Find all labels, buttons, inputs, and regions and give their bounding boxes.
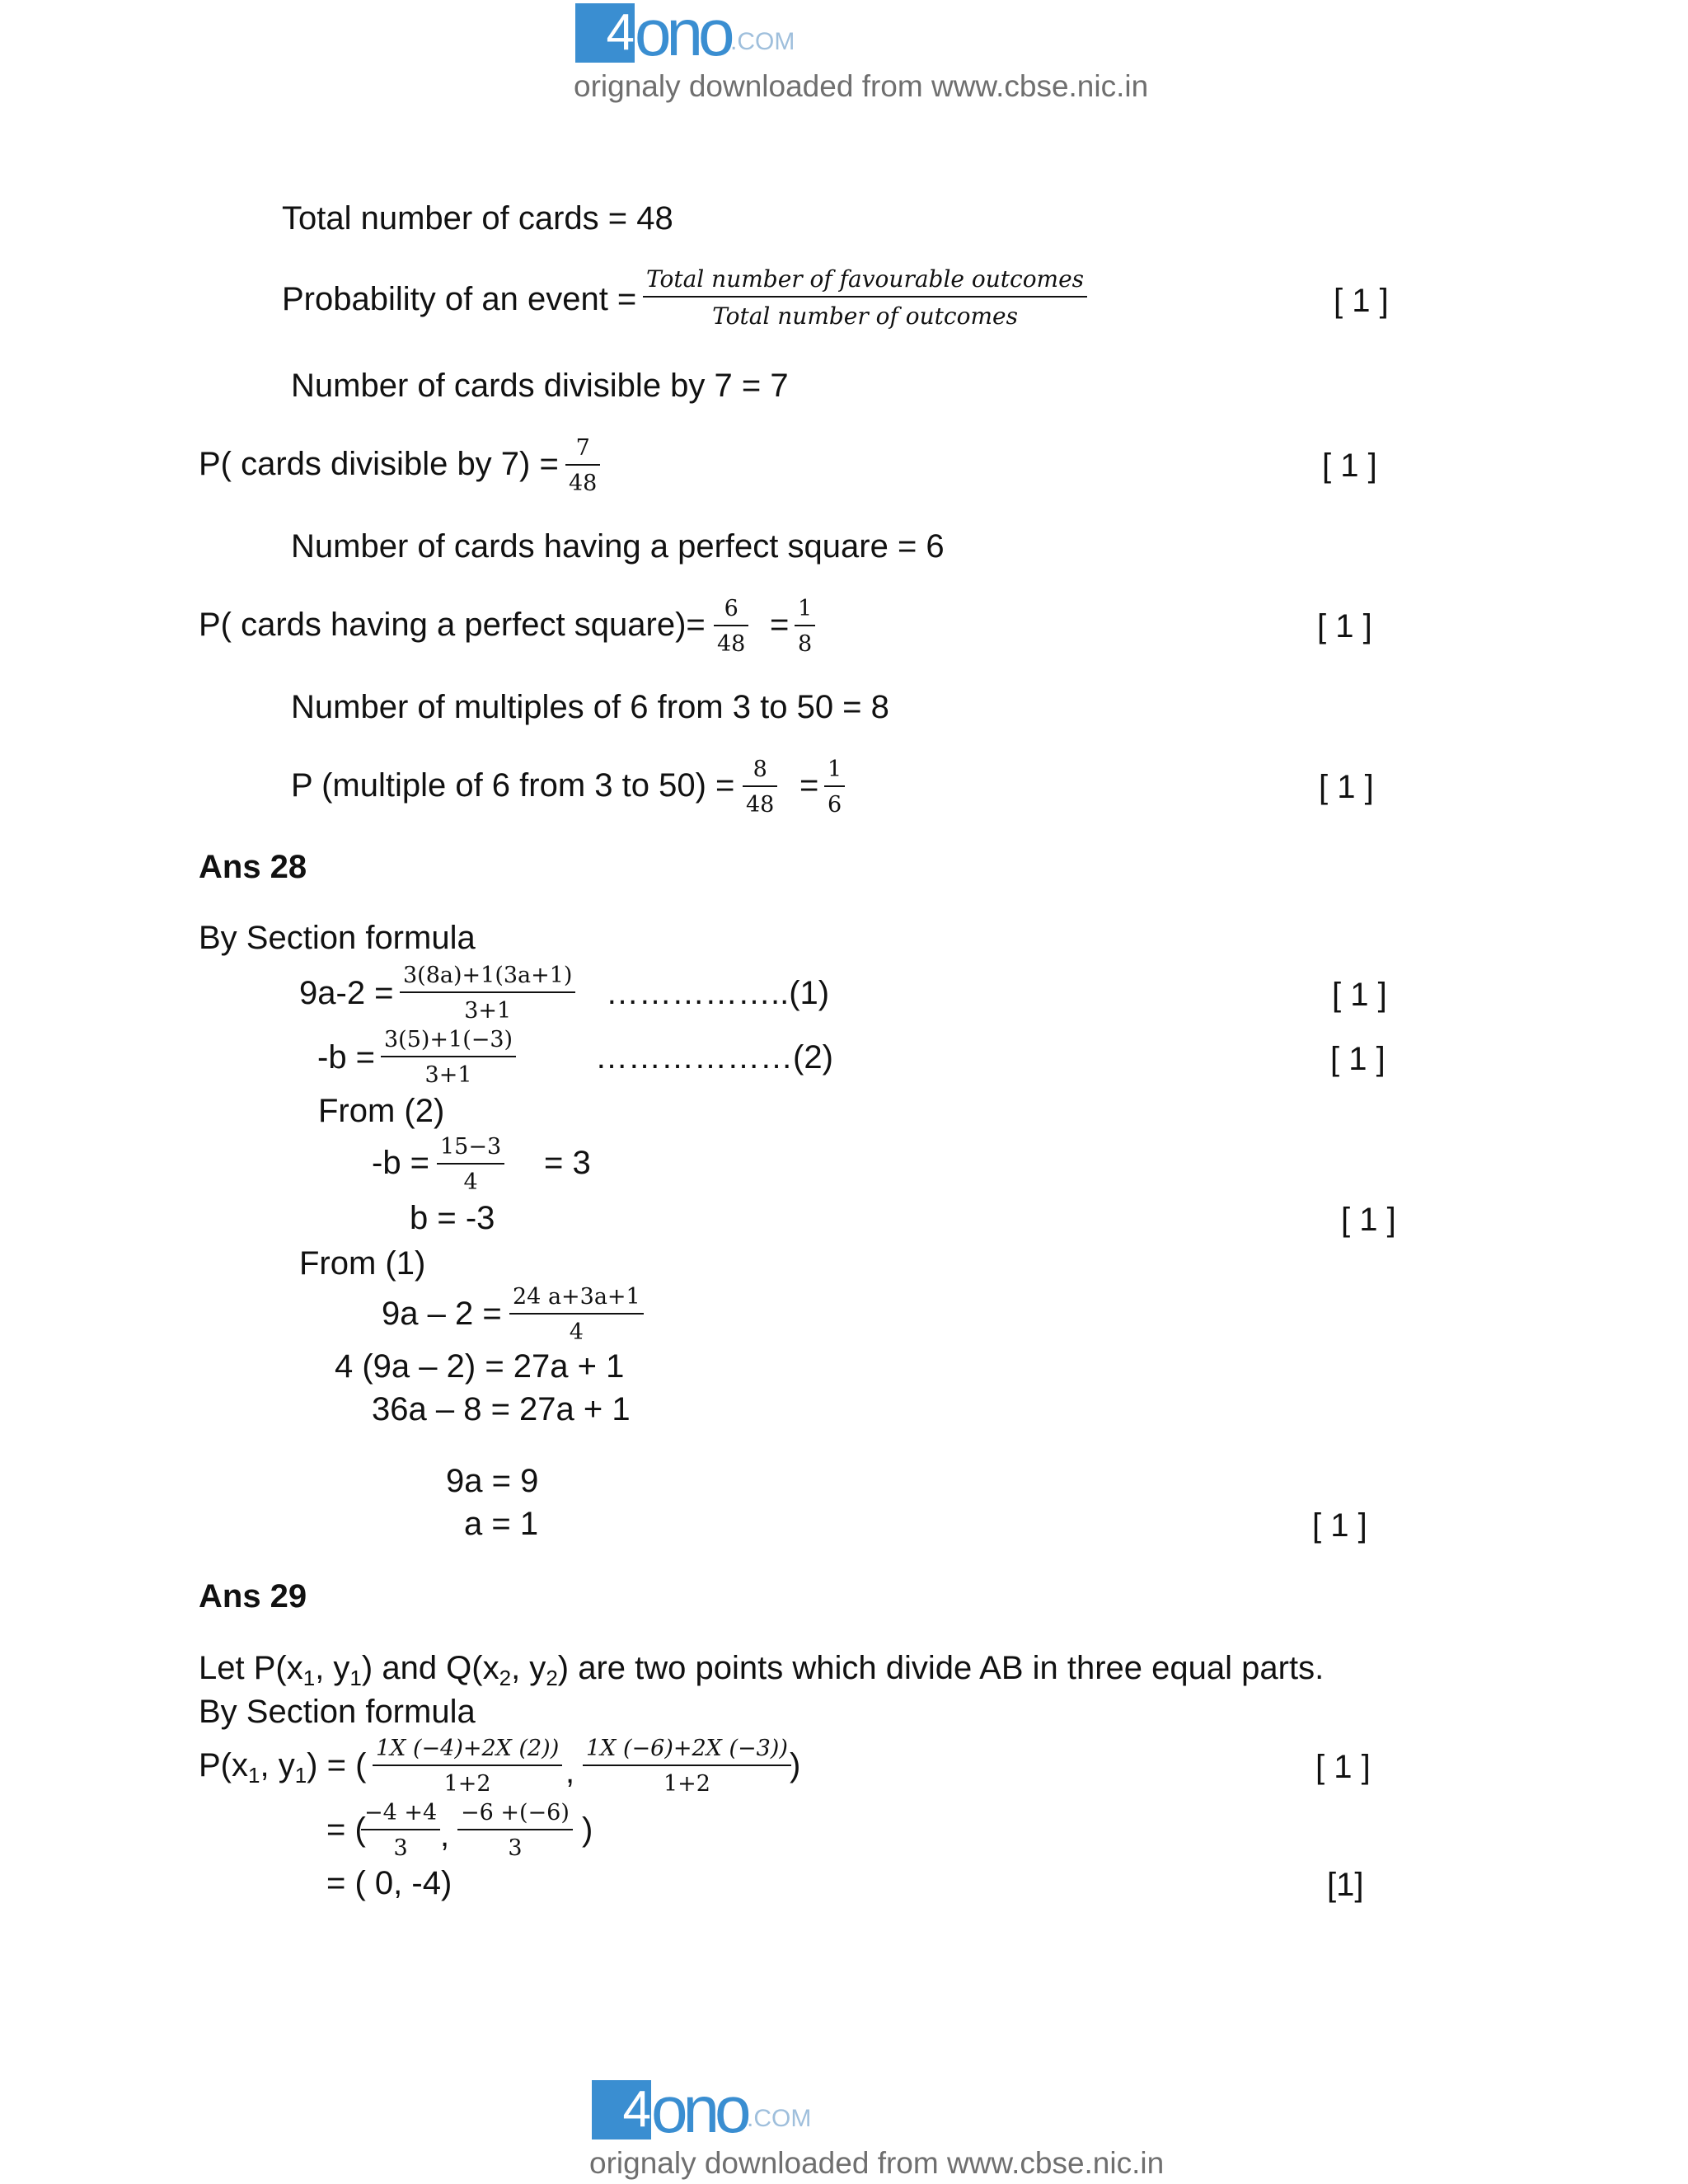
step-close: ) <box>582 1811 593 1848</box>
mark-2: [ 1 ] <box>1322 448 1377 484</box>
ans28-intro: By Section formula <box>199 920 476 956</box>
b-rhs: = 3 <box>544 1145 591 1181</box>
square-fraction <box>714 596 748 657</box>
step-x-fraction <box>361 1800 440 1861</box>
mark-7: [ 1 ] <box>1341 1202 1396 1238</box>
p-x-denominator: 1+2 <box>443 1771 491 1797</box>
subscript: 2 <box>499 1666 512 1690</box>
mark-10: [1] <box>1327 1867 1364 1903</box>
mult6-denominator: 48 <box>746 792 775 818</box>
div7-label: P( cards divisible by 7) = <box>199 446 559 482</box>
a-fraction <box>509 1284 644 1345</box>
p-result: = ( 0, -4) <box>326 1865 452 1901</box>
a-value: a = 1 <box>464 1506 539 1542</box>
intro-text: , y <box>511 1650 546 1686</box>
logo-box: 4 <box>592 2080 651 2139</box>
subscript: 1 <box>302 1666 316 1690</box>
eq1-tag: ……………..(1) <box>606 975 830 1011</box>
from1-label: From (1) <box>299 1245 426 1282</box>
div7-denominator: 48 <box>569 471 598 496</box>
mark-3: [ 1 ] <box>1317 608 1372 644</box>
step-comma: , <box>440 1817 450 1854</box>
mark-5: [ 1 ] <box>1332 977 1387 1013</box>
eq2-fraction <box>381 1027 516 1088</box>
a-step1: 4 (9a – 2) = 27a + 1 <box>335 1348 625 1385</box>
div7-count-line: Number of cards divisible by 7 = 7 <box>291 368 789 404</box>
footer-logo <box>592 2073 839 2146</box>
div7-numerator: 7 <box>575 435 590 461</box>
square-numerator-simplified: 1 <box>798 596 813 621</box>
logo-text: ono <box>635 0 730 69</box>
step-open: = ( <box>326 1811 366 1848</box>
step-y-denominator: 3 <box>508 1835 523 1861</box>
header-source-line: orignaly downloaded from www.cbse.nic.in <box>574 69 1149 103</box>
mult6-equals: = <box>799 767 819 804</box>
square-equals: = <box>770 607 790 643</box>
mult6-denominator-simplified: 6 <box>828 792 842 818</box>
a-lhs: 9a – 2 = <box>382 1296 502 1332</box>
from2-label: From (2) <box>318 1093 445 1129</box>
mult6-count-line: Number of multiples of 6 from 3 to 50 = 8 <box>291 689 889 725</box>
square-numerator: 6 <box>724 596 738 621</box>
eq2-tag: ………………(2) <box>595 1039 833 1076</box>
mark-6: [ 1 ] <box>1330 1041 1386 1077</box>
a-denominator: 4 <box>569 1319 584 1345</box>
ans29-formula: By Section formula <box>199 1694 476 1730</box>
total-cards-line: Total number of cards = 48 <box>282 200 673 237</box>
eq1-denominator: 3+1 <box>464 998 512 1024</box>
eq2-numerator: 3(5)+1(−3) <box>384 1027 513 1052</box>
step-x-numerator: −4 +4 <box>364 1800 438 1825</box>
eq1-lhs: 9a-2 = <box>299 975 394 1011</box>
event-denominator: Total number of outcomes <box>712 302 1018 330</box>
mark-8: [ 1 ] <box>1312 1507 1367 1544</box>
p-y-numerator: 1X (−6)+2X (−3)) <box>586 1736 788 1761</box>
p-comma: , <box>565 1754 575 1790</box>
square-denominator: 48 <box>717 631 746 657</box>
a-step3: 9a = 9 <box>446 1463 539 1499</box>
step-x-denominator: 3 <box>393 1835 408 1861</box>
mult6-fraction <box>743 757 777 818</box>
subscript: 1 <box>248 1763 260 1788</box>
p-close: ) <box>790 1747 801 1783</box>
eq1-fraction <box>400 963 575 1024</box>
mark-4: [ 1 ] <box>1319 769 1374 805</box>
eq1-numerator: 3(8a)+1(3a+1) <box>403 963 573 988</box>
logo-box: 4 <box>575 3 635 63</box>
ans29-heading: Ans 29 <box>199 1578 307 1615</box>
eq2-lhs: -b = <box>317 1039 376 1076</box>
logo-com: .COM <box>730 28 795 55</box>
intro-text: , y <box>315 1650 350 1686</box>
square-fraction-simplified <box>795 596 815 657</box>
p-x-fraction <box>373 1736 562 1797</box>
subscript: 1 <box>294 1763 307 1788</box>
p-lhs <box>199 1749 366 1786</box>
subscript: 1 <box>349 1666 362 1690</box>
b-value: b = -3 <box>410 1200 495 1236</box>
mult6-numerator-simplified: 1 <box>828 757 842 782</box>
mult6-label: P (multiple of 6 from 3 to 50) = <box>291 767 735 804</box>
intro-text: Let P(x <box>199 1650 303 1686</box>
subscript: 2 <box>546 1666 558 1690</box>
intro-text: ) are two points which divide AB in three equal parts. <box>557 1650 1325 1686</box>
div7-fraction <box>565 435 600 496</box>
p-y-denominator: 1+2 <box>663 1771 710 1797</box>
square-label: P( cards having a perfect square)= <box>199 607 706 643</box>
a-step2: 36a – 8 = 27a + 1 <box>372 1391 631 1427</box>
step-y-numerator: −6 +(−6) <box>461 1800 570 1825</box>
event-label: Probability of an event = <box>282 281 637 317</box>
a-numerator: 24 a+3a+1 <box>513 1284 640 1310</box>
mark-9: [ 1 ] <box>1315 1749 1371 1785</box>
p-y-fraction <box>583 1736 791 1797</box>
mult6-fraction-simplified <box>824 757 845 818</box>
event-numerator: Total number of favourable outcomes <box>646 265 1085 293</box>
b-fraction <box>437 1134 504 1195</box>
b-lhs: -b = <box>372 1145 430 1181</box>
mark-1: [ 1 ] <box>1334 283 1389 319</box>
mult6-numerator: 8 <box>753 757 767 782</box>
ans29-intro <box>199 1652 1324 1689</box>
logo-text: ono <box>651 2073 747 2146</box>
event-fraction <box>643 265 1087 330</box>
p-x-numerator: 1X (−4)+2X (2)) <box>376 1736 560 1761</box>
b-denominator: 4 <box>463 1169 478 1195</box>
eq2-denominator: 3+1 <box>424 1062 472 1088</box>
p-text: , y <box>260 1747 295 1783</box>
header-logo <box>575 0 823 69</box>
p-text: P(x <box>199 1747 248 1783</box>
intro-text: ) and Q(x <box>361 1650 499 1686</box>
b-numerator: 15−3 <box>440 1134 502 1160</box>
footer-source-line: orignaly downloaded from www.cbse.nic.in <box>589 2146 1165 2180</box>
logo-com: .COM <box>747 2105 812 2132</box>
p-text: ) = ( <box>307 1747 367 1783</box>
step-y-fraction <box>457 1800 573 1861</box>
ans28-heading: Ans 28 <box>199 849 307 885</box>
square-count-line: Number of cards having a perfect square = 6 <box>291 528 945 565</box>
square-denominator-simplified: 8 <box>798 631 813 657</box>
